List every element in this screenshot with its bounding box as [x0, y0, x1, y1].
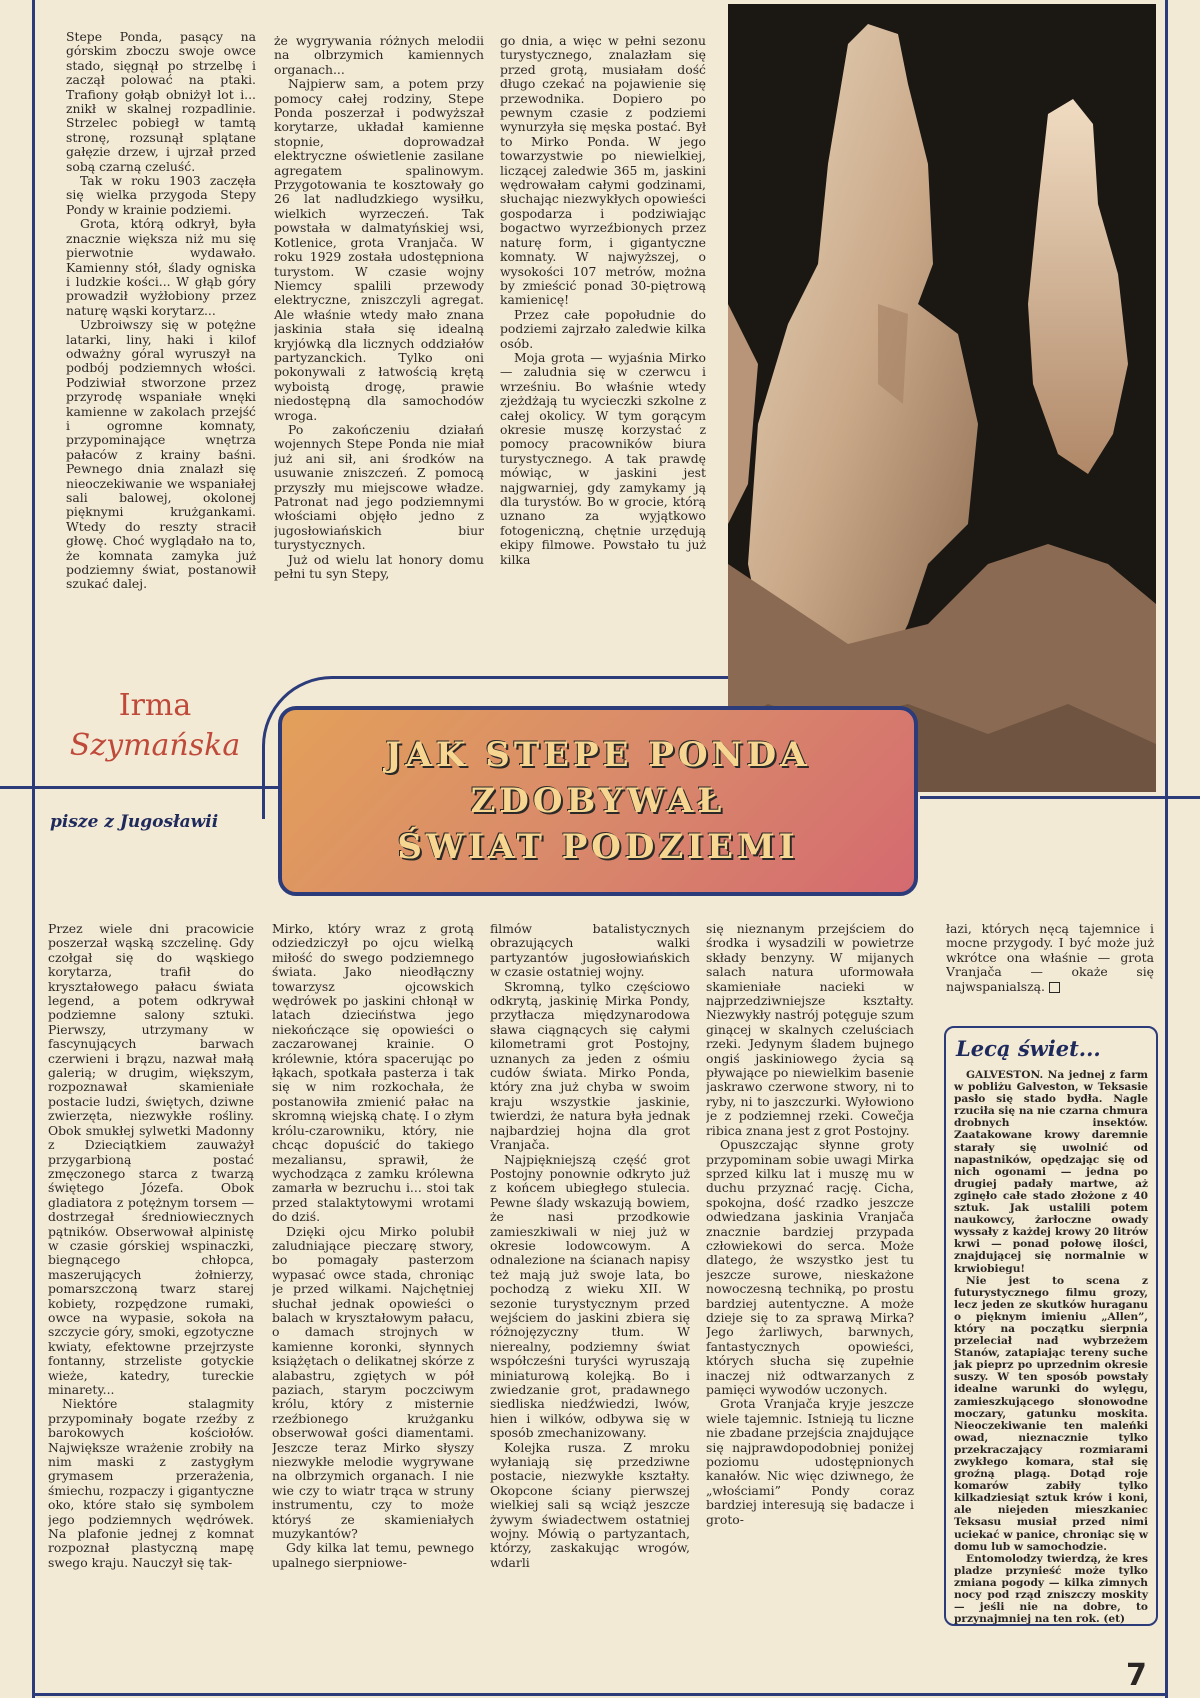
cave-photo-illustration — [728, 4, 1156, 792]
top-column-1 — [66, 30, 256, 662]
page-number: 7 — [1126, 1658, 1147, 1693]
cave-stalagmite-photo — [728, 4, 1156, 792]
paragraph: łazi, których nęcą tajemnice i mocne przygody. I być może już wkrótce ona właśnie — grota Vranjača — okaże się najwspanialszą. — [946, 922, 1154, 994]
author-first-name: Irma — [118, 688, 192, 723]
paragraph: Po zakończeniu działań wojennych Stepe Ponda nie miał już ani sił, ani środków na usuwanie zniszczeń. Z pomocą przyszły mu miejscowe władze. Patronat nad jego podziemnymi włościami objęło jedno z jugosłowiańskich biur turystycznych. — [274, 421, 484, 553]
paragraph: Tak w roku 1903 zaczęła się wielka przygoda Stepy Pondy w krainie podziemi. — [66, 173, 256, 217]
top-column-3 — [500, 34, 706, 662]
paragraph: że wygrywania różnych melodii na olbrzymich kamiennych organach... — [274, 34, 484, 77]
paragraph: Grota, którą odkrył, była znacznie większa niż mu się pierwotnie wydawało. Kamienny stół, ślady ogniska i ludzkie kości... W głąb góry prowadził wyżłobiony przez naturę wąski korytarz... — [66, 216, 256, 318]
author-last-name: Szymańska — [69, 728, 241, 763]
paragraph: Niektóre stalagmity przypominały bogate rzeźby z barokowych kościołów. Największe wrażenie zrobiły na nim maski z zastygłym grymasem przerażenia, śmiechu, rozpaczy i gigantyczne oko, które stało się symbolem jego podziemnych wędrówek. Na plafonie jednej z komnat rozpoznał plastyczną mapę swego kraju. Nauczył się tak- — [48, 1396, 254, 1570]
bottom-column-1 — [48, 922, 254, 1694]
news-heading: Lecą świet... — [956, 1036, 1101, 1061]
paragraph: Najpierw sam, a potem przy pomocy całej rodziny, Stepe Ponda poszerzał i podwyższał korytarze, układał kamienne stopnie, doprowadzał elektryczne oświetlenie zasilane agregatem spalinowym. Przygotowania te kosztowały go 26 lat nadludzkiego wysiłku, wielkich wyrzeczeń. Tak powstała w dalmatyńskiej wsi, Kotlenice, grota Vranjača. W roku 1929 została udostępniona turystom. W czasie wojny Niemcy spalili przewody elektryczne, zniszczyli agregat. Ale właśnie wtedy mało znana jaskinia stała się idealną kryjówką dla licznych oddziałów partyzanckich. Tylko oni pokonywali z łatwością krętą wyboistą drogę, prawie niedostępną dla samochodów wroga. — [274, 76, 484, 423]
paragraph: Przez wiele dni pracowicie poszerzał wąską szczelinę. Gdy czołgał się do wąskiego korytarza, trafił do kryształowego pałacu świata legend, a potem odkrywał podziemne salony sztuki. Pierwszy, utrzymany w fascynujących barwach czerwieni i brązu, nazwał małą galerią; w drugim, większym, rozpoznawał skamieniałe postacie ludzi, świętych, dziwne zwierzęta, niezwykłe rośliny. Obok smukłej sylwetki Madonny z Dzieciątkiem zauważył przygarbioną postać zmęczonego starca z twarzą świętego Józefa. Obok gladiatora z potężnym torsem — dostrzegał średniowiecznych pątników. Obserwował alpinistę w czasie górskiej wspinaczki, biegnącego chłopca, maszerujących żołnierzy, pomarszczoną twarz starej kobiety, rozpędzone rumaki, owce na wypasie, sokoła na szczycie góry, smoki, egzotyczne kwiaty, efektowne przejrzyste fontanny, strzeliste gotyckie wieże, katedry, tureckie minarety... — [48, 922, 254, 1397]
end-of-article-icon — [1049, 982, 1060, 993]
paragraph: Najpiękniejszą część grot Postojny ponownie odkryto już z końcem ubiegłego stulecia. Pewne ślady wskazują bowiem, że nasi przodkowie zamieszkiwali w niej już w okresie lodowcowym. A odnalezione na ścianach napisy też mają już swoje lata, bo pochodzą z wieku XII. W sezonie turystycznym przed wejściem do jaskini zbiera się różnojęzyczny tłum. W nierealny, podziemny świat współcześni turyści wyruszają miniaturową kolejką. Bo i zwiedzanie grot, pradawnego siedliska niedźwiedzi, lwów, hien i wilków, odbywa się w sposób zmechanizowany. — [490, 1151, 690, 1441]
paragraph: Grota Vranjača kryje jeszcze wiele tajemnic. Istnieją tu liczne nie zbadane przejścia znajdujące się najprawdopodobniej poniżej poziomu udostępnionych kanałów. Nic więc dziwnego, że „włościami” Pondy coraz bardziej interesują się badacze i groto- — [706, 1396, 914, 1527]
paragraph: Dzięki ojcu Mirko polubił zaludniające pieczarę stwory, bo pomagały pasterzom wypasać owce stada, chroniąc je przed wilkami. Najchętniej słuchał jednak opowieści o balach w kryształowym pałacu, o damach strojnych w kamienne koronki, słynnych książętach o delikatnej skórze z alabastru, zgiętych w pół paziach, starym poczciwym królu, który z misternie rzeźbionego krużganku obserwował gości diamentami. Jeszcze teraz Mirko słyszy niezwykłe melodie wygrywane na olbrzymich organach. I nie wie czy to wiatr trąca w struny instrumentu, czy to może któryś ze skamieniałych muzykantów? — [272, 1223, 474, 1542]
news-body — [954, 1069, 1148, 1625]
title-line-3: ŚWIAT PODZIEMI — [397, 827, 799, 867]
paragraph: Opuszczając słynne groty przypominam sobie uwagi Mirka sprzed kilku lat i muszę mu w duchu przyznać rację. Cicha, spokojna, dość rzadko jeszcze odwiedzana jaskinia Vranjača znacznie bardziej przypada człowiekowi do serca. Może dlatego, że wszystko jest tu jeszcze surowe, nieskażone nowoczesną techniką, po prostu bardziej autentyczne. A może dzieje się to za sprawą Mirka? Jego żarliwych, barwnych, fantastycznych opowieści, których słucha się zupełnie inaczej niż odtwarzanych z pamięci wywodów uczonych. — [706, 1137, 914, 1397]
paragraph: Moja grota — wyjaśnia Mirko — zaludnia się w czerwcu i wrześniu. Bo właśnie wtedy zjeżdżają tu wycieczki szkolne z całej okolicy. W tym gorącym okresie muszę korzystać z pomocy pracowników biura turystycznego. A tak prawdę mówiąc, w jaskini jest najgwarniej, gdy zamykamy ją dla turystów. Bo w grocie, którą uznano za wyjątkowo fotogeniczną, chętnie urzędują ekipy filmowe. Powstało tu już kilka — [500, 349, 706, 567]
frame-rule-right — [1165, 0, 1168, 1698]
paragraph: go dnia, a więc w pełni sezonu turystycznego, znalazłam się przed grotą, musiałam dość długo czekać na pojawienie się przewodnika. Dopiero po pewnym czasie z podziemi wynurzyła się męska postać. Był to Mirko Ponda. W jego towarzystwie po niewielkiej, liczącej zaledwie 365 m, jaskini wędrowałam całymi godzinami, słuchając niezwykłych opowieści gospodarza i podziwiając bogactwo wyrzeźbionych przez naturę form, i gigantyczne komnaty. W najwyższej, o wysokości 107 metrów, można by zmieścić ponad 30-piętrową kamienicę! — [500, 34, 706, 308]
bottom-column-4 — [706, 922, 914, 1694]
paragraph: filmów batalistycznych obrazujących walki partyzantów jugosłowiańskich w czasie ostatniej wojny. — [490, 922, 690, 980]
news-paragraph: Nie jest to scena z futurystycznego filmu grozy, lecz jeden ze skutków huraganu o pięknym imieniu „Allen”, który na początku sierpnia przeleciał nad wybrzeżem Stanów, zatapiając tereny suche jak pieprz po uprzednim okresie suszy. W ten sposób powstały idealne warunki do wylęgu, zamieszkującego słonowodne moczary, gatunku moskita. Nieoczekiwanie ten maleńki owad, nieznacznie tylko przekraczający rozmiarami zwykłego komara, stał się groźną plagą. Dotąd roje komarów zabiły tylko kilkadziesiąt sztuk krów i koni, ale niejeden mieszkaniec Teksasu musiał przed nimi uciekać w panice, chroniąc się w domu lub w samochodzie. — [954, 1274, 1148, 1553]
bottom-column-5 — [946, 922, 1154, 1016]
byline: pisze z Jugosławii — [50, 812, 219, 832]
paragraph: Uzbroiwszy się w potężne latarki, liny, haki i kilof odważny góral wyruszył na podbój podziemnych włości. Podziwiał stworzone przez przyrodę wspaniałe wnęki kamienne w zakolach przejść i ogromne komnaty, przypominające wnętrza pałaców z krainy baśni. Pewnego dnia znalazł się nieoczekiwanie we wspaniałej sali balowej, okolonej pięknymi krużgankami. Wtedy do reszty stracił głowę. Choć wyglądało na to, że komnata zamyka już podziemny świat, postanowił szukać dalej. — [66, 317, 256, 592]
paragraph: Stepe Ponda, pasący na górskim zboczu swoje owce stado, sięgnął po strzelbę i zaczął polować na ptaki. Trafiony gołąb obniżył lot i... znikł w skalnej rozpadlinie. Strzelec pobiegł w tamtą stronę, rozsunął splątane gałęzie drzew, i ujrzał przed sobą czarną czeluść. — [66, 30, 256, 174]
news-sidebar — [944, 1026, 1158, 1626]
frame-rule-left — [32, 0, 35, 1698]
author-name — [50, 686, 260, 766]
paragraph: się nieznanym przejściem do środka i wysadzili w powietrze składy benzyny. W mijanych salach natura uformowała skamieniałe naciekі w najprzedziwniejsze kształty. Niezwykły nastrój potęguje szum ginącej w skalnych czeluściach rzeki. Jedynym śladem bujnego ongiś jaskiniowego życia są pływające po niewielkim basenie jaskrawo czerwone stwory, ni to ryby, ni to jaszczurki. Wyłowiono je z podziemnej rzeki. Cowečja ribica znana jest z grot Postojny. — [706, 922, 914, 1138]
bottom-column-2 — [272, 922, 474, 1694]
paragraph: Kolejka rusza. Z mroku wyłaniają się przedziwne postacie, niezwykłe kształty. Okopcone ściany pierwszej wielkiej sali są wciąż jeszcze żywym świadectwem ostatniej wojny. Mówią o partyzantach, którzy, zaskakując wrogów, wdarli — [490, 1439, 690, 1570]
title-line-2: ZDOBYWAŁ — [470, 781, 726, 821]
paragraph: Gdy kilka lat temu, pewnego upalnego sierpniowe- — [272, 1540, 474, 1570]
news-paragraph: Entomolodzy twierdzą, że kres pladze przynieść może tylko zmiana pogody — kilka zimnych nocy pod rząd zniszczy moskity — jeśli nie na dobre, to przynajmniej na ten rok. (et) — [954, 1552, 1148, 1626]
paragraph: Przez całe popołudnie do podziemi zajrzało zaledwie kilka osób. — [500, 306, 706, 351]
news-paragraph: GALVESTON. Na jednej z farm w pobliżu Galveston, w Teksasie pasło się stado bydła. Nagle rzuciła się na nie czarna chmura drobnych insektów. Zaatakowane krowy daremnie starały się uwolnić od napastników, opędzając się od nich ogonami — jedna po drugiej padały martwe, aż zginęło całe stado złożone z 40 sztuk. Jak ustalili potem naukowcy, żarłoczne owady wyssały z każdej krowy 20 litrów krwi — ponad połowę ilości, znajdującej się normalnie w krwiobiegu! — [954, 1069, 1148, 1275]
top-column-2 — [274, 34, 484, 662]
paragraph: Skromną, tylko częściowo odkrytą, jaskinię Mirka Pondy, przytłacza międzynarodowa sława ciągnących się całymi kilometrami grot Postojny, uznanych za jeden z ośmiu cudów świata. Mirko Ponda, który zna już chyba w swoim kraju wszystkie jaskinie, twierdzi, że natura była jednak najbardziej hojna dla grot Vranjača. — [490, 978, 690, 1153]
paragraph: Mirko, który wraz z grotą odziedziczył po ojcu wielką miłość do swego podziemnego świata. Jako nieodłączny towarzysz ojcowskich wędrówek po jaskini chłonął w latach dzieciństwa jego niekończące się opowieści o zaczarowanej krainie. O królewnie, która spacerując po łąkach, spotkała pasterza i tak się w nim rozkochała, że postanowiła zmienić pałac na skromną wiejską chatę. I o złym królu-czarowniku, który, nie chcąc dopuścić do takiego mezaliansu, sprawił, że wychodząca z zamku królewna zamarła w bezruchu i... stoi tak przed stalaktytowymi wrotami do dziś. — [272, 922, 474, 1225]
frame-rule-mid-left — [0, 786, 280, 789]
article-title — [278, 706, 918, 896]
title-line-1: JAK STEPE PONDA — [385, 735, 811, 775]
paragraph: Już od wielu lat honory domu pełni tu syn Stepy, — [274, 551, 484, 582]
bottom-column-3 — [490, 922, 690, 1694]
frame-rule-mid-right — [920, 796, 1200, 799]
